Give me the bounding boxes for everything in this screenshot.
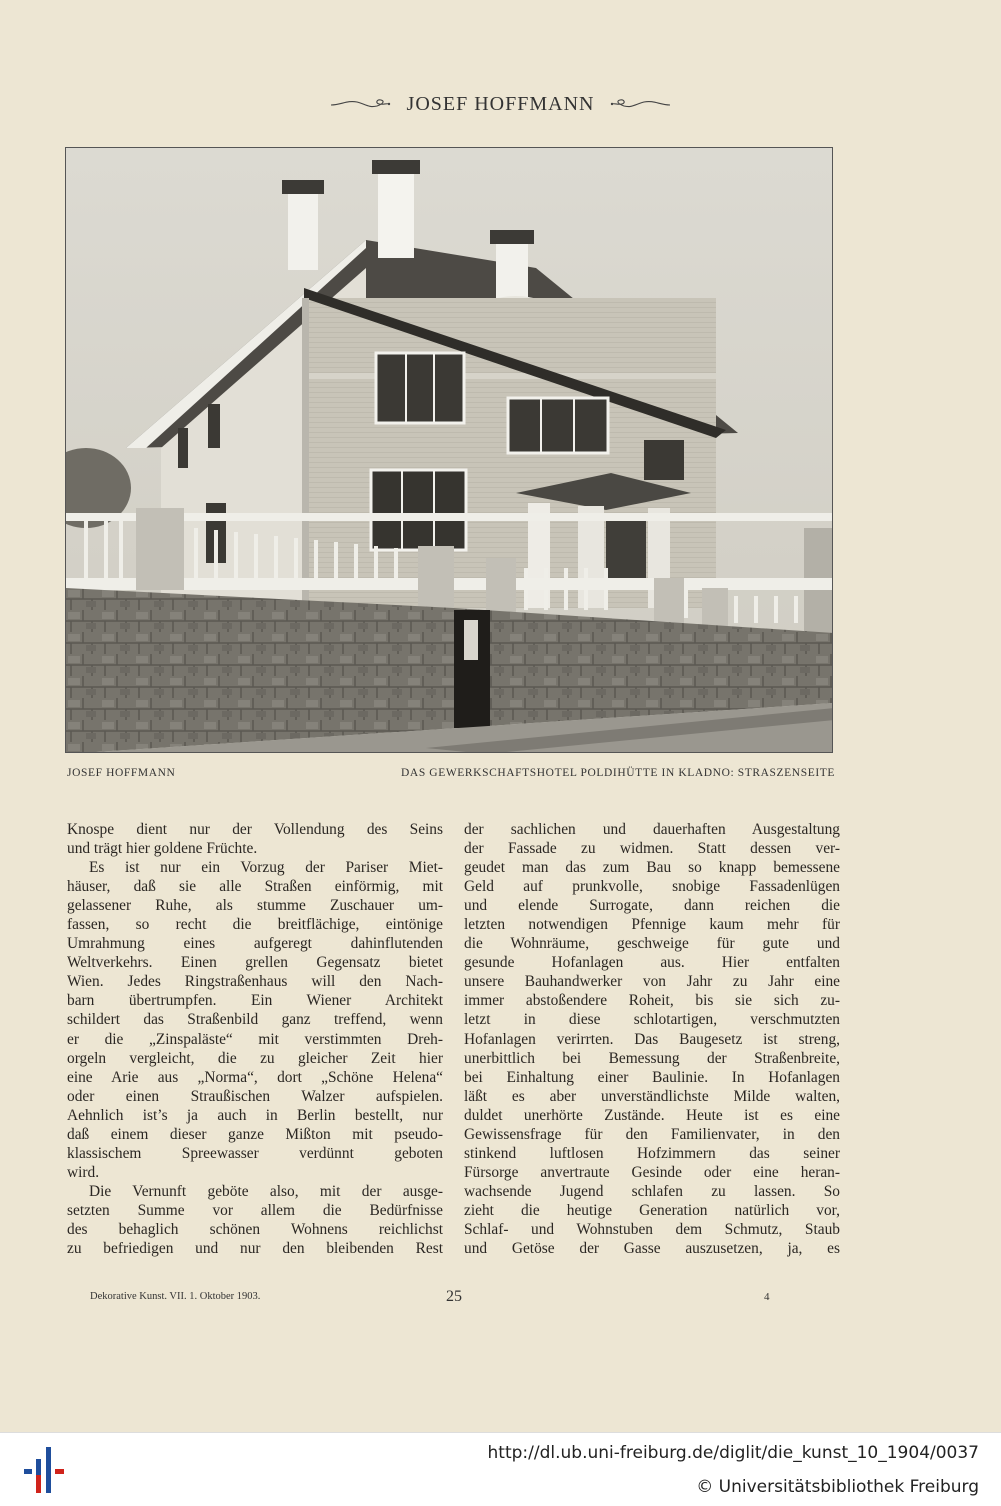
house-illustration [66, 148, 833, 753]
text-line: gesunde Hofanlagen aus. Hier entfalten [464, 954, 840, 972]
text-line: und Getöse der Gasse auszusetzen, ja, es [464, 1240, 840, 1258]
signature-mark: 4 [764, 1291, 770, 1303]
text-line: Fürsorge anvertraute Gesinde oder eine heran- [464, 1163, 840, 1181]
text-line: die Wohnräume, geschweige für gute und [464, 935, 840, 953]
text-line: Die Vernunft geböte also, mit der ausge- [89, 1182, 443, 1200]
text-line: letzt in diese schlotartigen, verschmutzten [464, 1011, 840, 1029]
running-head-title: JOSEF HOFFMANN [406, 92, 595, 115]
text-line: letzten notwendigen Pfennige kaum mehr für [464, 916, 840, 934]
permalink-url[interactable]: http://dl.ub.uni-freiburg.de/diglit/die_kunst_10_1904/0037 [487, 1443, 979, 1463]
text-line: Es ist nur ein Vorzug der Pariser Miet- [89, 859, 443, 877]
text-line: des behaglich schönen Wohnens reichlichst [67, 1220, 443, 1238]
text-line: eine Arie aus „Norma“, dort „Schöne Helena“ [67, 1068, 443, 1086]
text-line: Wien. Jedes Ringstraßenhaus will den Nach- [67, 973, 443, 991]
text-line: unsere Bauhandwerker von Jahr zu Jahr eine [464, 973, 840, 991]
text-line: geudet man das zum Bau so knapp bemessene [464, 859, 840, 877]
ub-freiburg-logo-icon [22, 1445, 66, 1495]
text-line: Umrahmung eines aufgeregt dahinflutenden [67, 935, 443, 953]
text-line: Schlaf- und Wohnstuben dem Schmutz, Staub [464, 1220, 840, 1238]
building-photograph [65, 147, 833, 753]
text-line: Gewissensfrage für den Familienvater, in den [464, 1125, 840, 1143]
text-line: stinkend luftlosen Hofzimmern das seiner [464, 1144, 840, 1162]
text-line: setzten Summe vor allem die Bedürfnisse [67, 1201, 443, 1219]
text-line: bei Einhaltung einer Baulinie. In Hofanlagen [464, 1068, 840, 1086]
text-line: orgeln vergleicht, die zu gleicher Zeit hier [67, 1049, 443, 1067]
text-line: daß einem dieser ganze Mißton mit pseudo- [67, 1125, 443, 1143]
text-line: immer abstoßendere Roheit, bis sie sich zu- [464, 992, 840, 1010]
running-head [0, 92, 1001, 116]
text-column-right [464, 820, 840, 1258]
footer-reference: Dekorative Kunst. VII. 1. Oktober 1903. [90, 1291, 261, 1302]
right-ornament-icon [610, 97, 672, 111]
text-line: Geld auf prunkvolle, snobige Fassadenlügen [464, 878, 840, 896]
text-line: häuser, daß sie alle Straßen einförmig, mit [67, 878, 443, 896]
text-line: läßt es aber unverständlichste Milde walten, [464, 1087, 840, 1105]
caption-title: DAS GEWERKSCHAFTSHOTEL POLDIHÜTTE IN KLADNO: STRASZENSEITE [401, 767, 835, 779]
text-line: Weltverkehrs. Einen grellen Gegensatz bietet [67, 954, 443, 972]
text-line: unerbittlich bei Bemessung der Straßenbreite, [464, 1049, 840, 1067]
text-line: zieht die heutige Generation natürlich vor, [464, 1201, 840, 1219]
text-line: Knospe dient nur der Vollendung des Seins [67, 821, 443, 838]
text-line: der sachlichen und dauerhaften Ausgestaltung [464, 821, 840, 838]
text-line: barn übertrumpfen. Ein Wiener Architekt [67, 992, 443, 1010]
text-line: gelassener Ruhe, als stumme Zuschauer um- [67, 897, 443, 915]
text-line: schildert das Straßenbild ganz treffend, wenn [67, 1011, 443, 1029]
text-line: er die „Zinspaläste“ mit verstimmten Dreh- [67, 1030, 443, 1048]
text-line: der Fassade zu widmen. Statt dessen ver- [464, 840, 840, 858]
text-line: Aehnlich ist’s ja auch in Berlin bestellt, nur [67, 1106, 443, 1124]
copyright-notice: © Universitätsbibliothek Freiburg [696, 1477, 979, 1497]
text-line: zu befriedigen und nur den bleibenden Rest [67, 1240, 443, 1258]
text-line: Hofanlagen verirrten. Das Baugesetz ist streng, [464, 1030, 840, 1048]
text-line: und trägt hier goldene Früchte. [67, 840, 258, 858]
text-line: klassischem Spreewasser verdünnt geboten [67, 1144, 443, 1162]
text-line: duldet unerhörte Zustände. Heute ist es eine [464, 1106, 840, 1124]
text-line: wird. [67, 1163, 100, 1181]
text-line: und elende Surrogate, dann reichen die [464, 897, 840, 915]
text-line: fassen, so recht die breitflächige, eintönige [67, 916, 443, 934]
text-line: oder einen Straußischen Walzer aufspielen. [67, 1087, 443, 1105]
text-line: wachsende Jugend schlafen zu lassen. So [464, 1182, 840, 1200]
text-column-left [67, 820, 443, 1258]
page-number: 25 [446, 1288, 462, 1305]
caption-architect: JOSEF HOFFMANN [67, 767, 176, 779]
viewer-footer-bar [0, 1432, 1001, 1506]
left-ornament-icon [329, 97, 391, 111]
